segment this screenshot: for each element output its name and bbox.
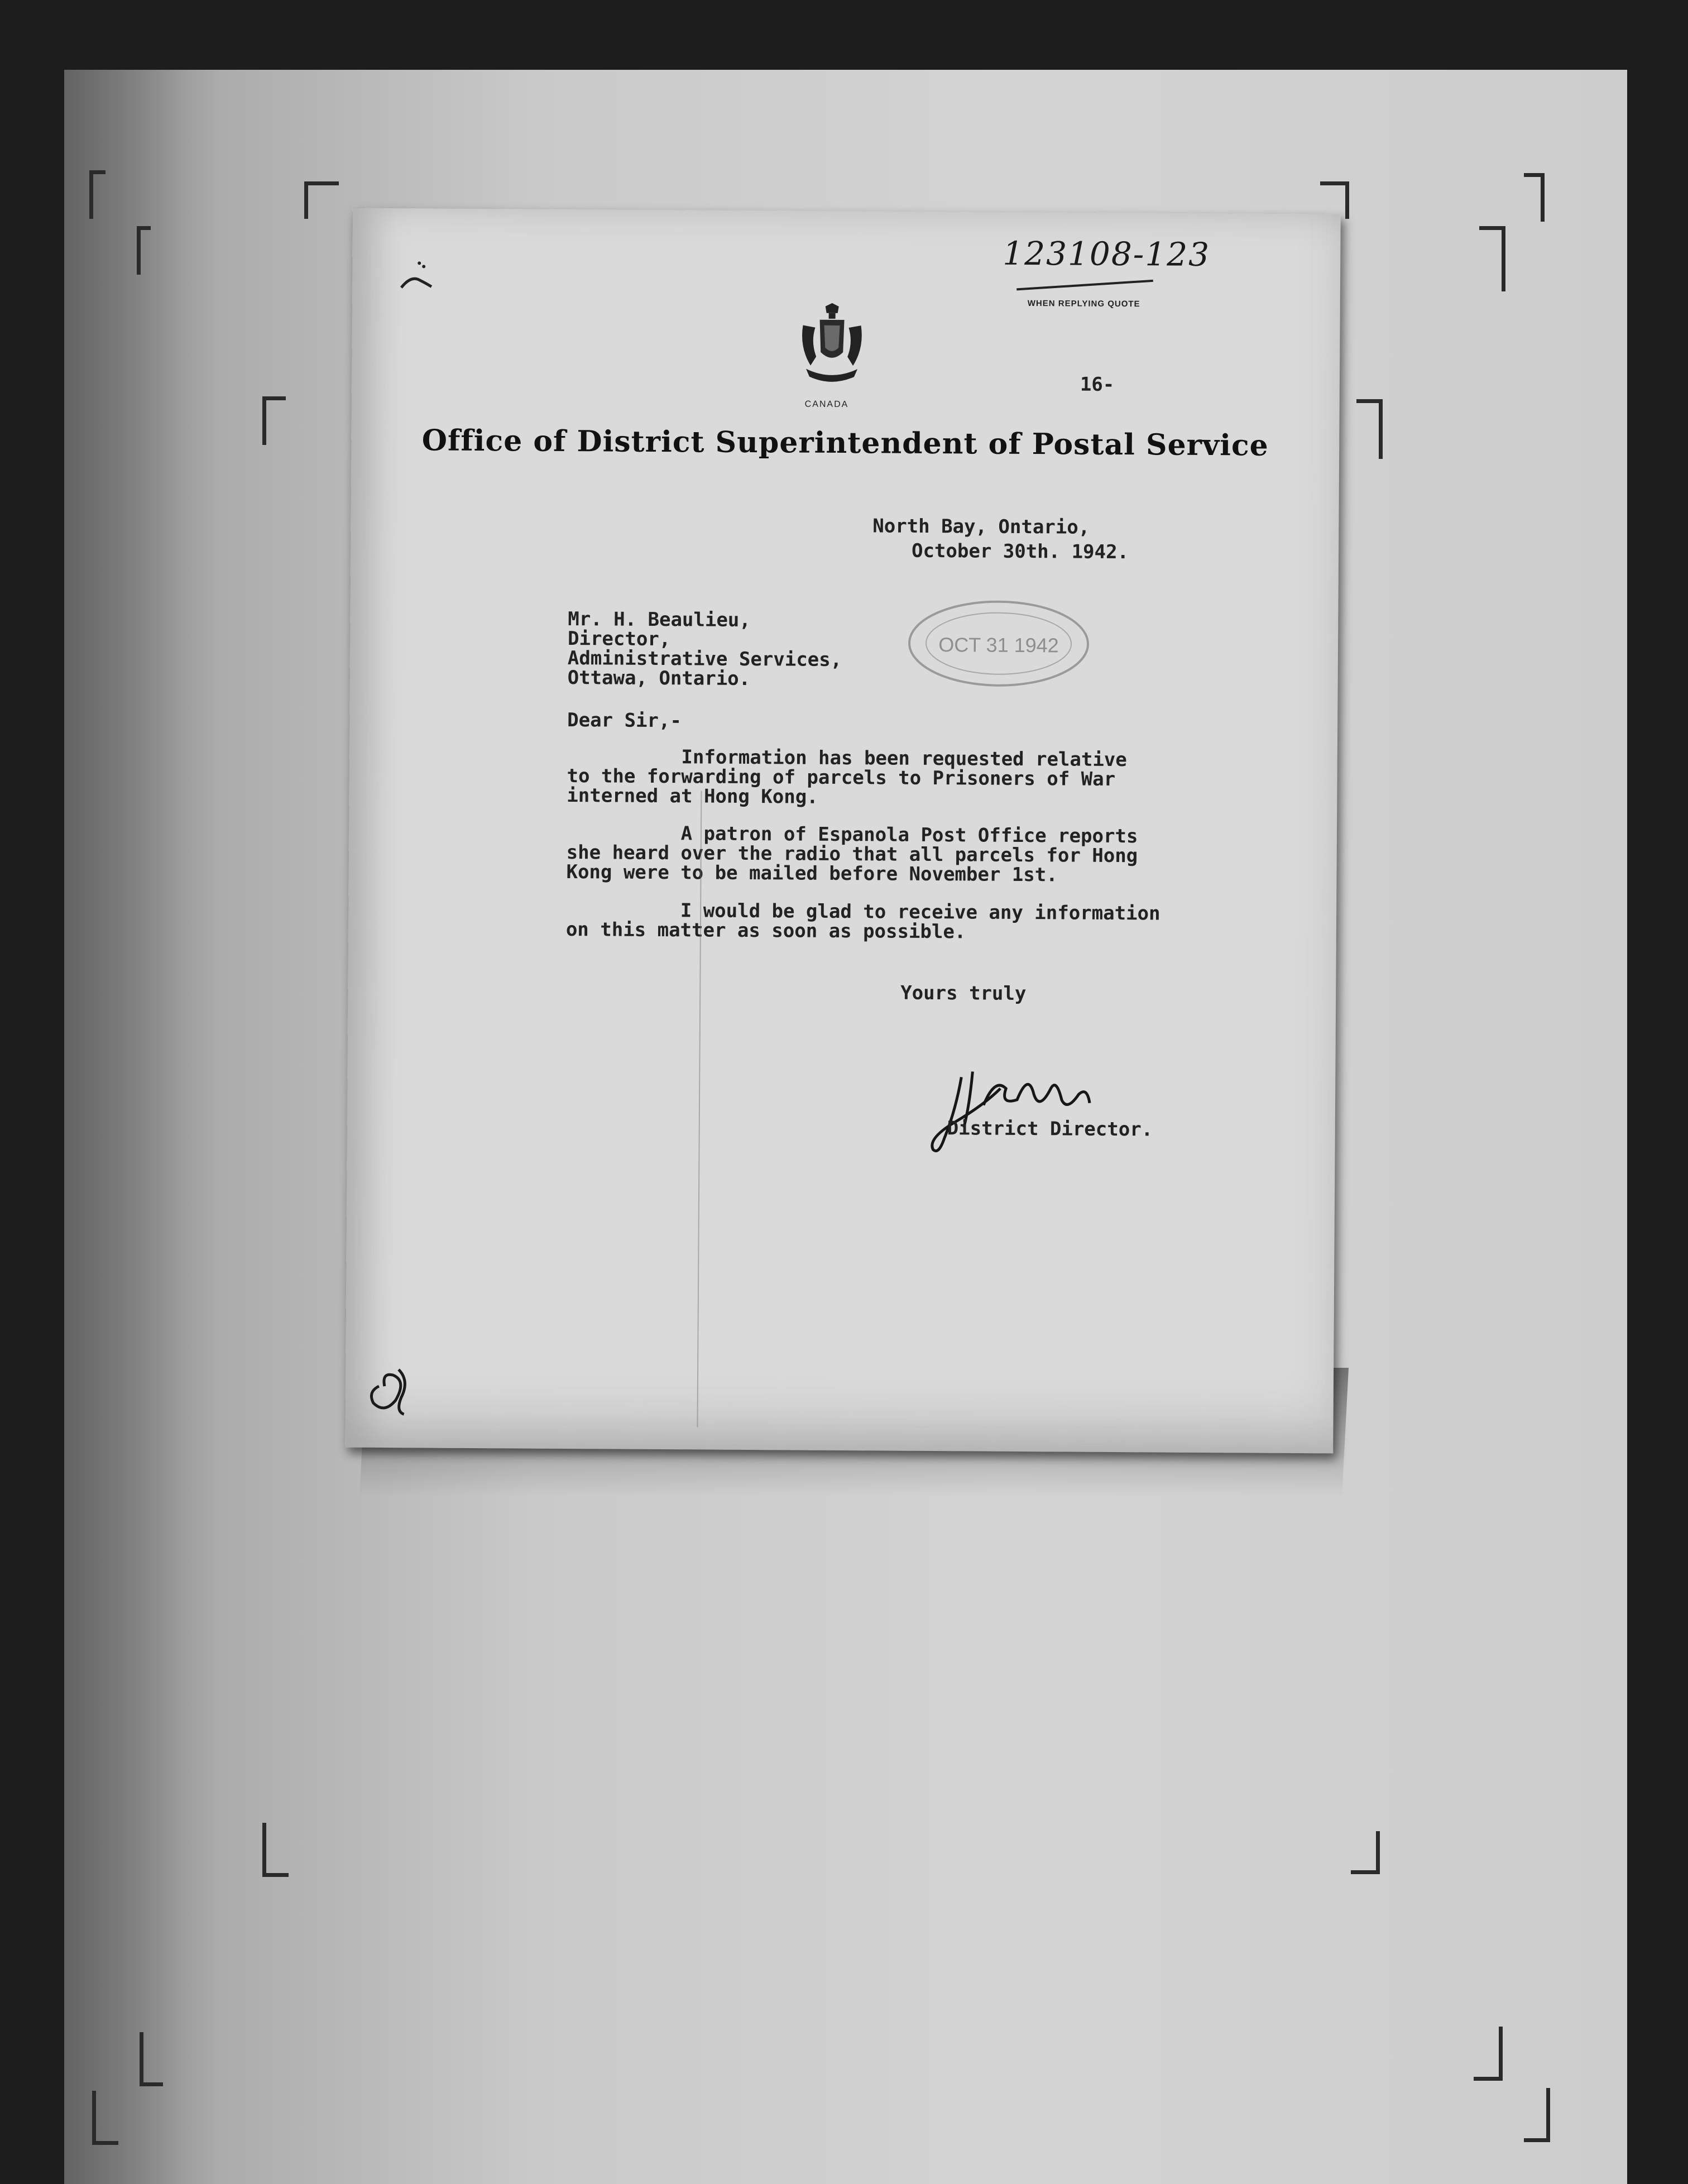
registration-mark bbox=[140, 2032, 163, 2086]
dateline-place: North Bay, Ontario, bbox=[872, 515, 1090, 539]
salutation: Dear Sir,- bbox=[567, 708, 682, 732]
registration-mark bbox=[89, 170, 106, 219]
handwritten-initials bbox=[362, 1358, 424, 1420]
registration-mark bbox=[1351, 1831, 1380, 1874]
fold-crease bbox=[697, 791, 702, 1427]
registration-mark bbox=[1474, 2027, 1503, 2081]
registration-mark bbox=[262, 1823, 289, 1877]
page-number: 16- bbox=[1080, 373, 1115, 396]
body-line: I would be glad to receive any information bbox=[566, 898, 1160, 925]
crest-caption: CANADA bbox=[804, 399, 849, 410]
office-heading: Office of District Superintendent of Postal Service bbox=[421, 423, 1269, 463]
registration-mark bbox=[304, 181, 339, 219]
body-line: Kong were to be mailed before November 1st. bbox=[566, 860, 1058, 887]
stamp-date: OCT 31 1942 bbox=[938, 633, 1059, 657]
received-date-stamp bbox=[904, 596, 1094, 692]
pencil-mark-icon bbox=[397, 258, 436, 292]
registration-mark bbox=[1356, 399, 1383, 459]
recipient-name: Mr. H. Beaulieu, bbox=[568, 607, 751, 631]
registration-mark bbox=[262, 396, 286, 445]
registration-mark bbox=[1524, 2088, 1550, 2142]
body-line: A patron of Espanola Post Office reports bbox=[566, 821, 1138, 848]
registration-mark bbox=[137, 226, 151, 275]
body-line: Information has been requested relative bbox=[567, 745, 1127, 772]
registration-mark bbox=[1320, 181, 1349, 219]
reference-number: 123108-123 bbox=[1003, 234, 1211, 274]
reply-caption: WHEN REPLYING QUOTE bbox=[1027, 299, 1140, 309]
registration-mark bbox=[1524, 173, 1545, 222]
recipient-department: Administrative Services, bbox=[567, 646, 842, 671]
body-line: interned at Hong Kong. bbox=[567, 784, 818, 808]
complimentary-close: Yours truly bbox=[900, 981, 1027, 1005]
signer-title: District Director. bbox=[947, 1117, 1153, 1141]
body-line: on this matter as soon as possible. bbox=[565, 918, 966, 943]
reply-rule bbox=[1016, 280, 1153, 291]
registration-mark bbox=[92, 2091, 118, 2145]
canada-coat-of-arms-icon bbox=[798, 303, 866, 387]
letter-page bbox=[345, 208, 1341, 1454]
body-line: she heard over the radio that all parcels for Hong bbox=[566, 841, 1138, 868]
body-line: to the forwarding of parcels to Prisoners of War bbox=[567, 764, 1116, 791]
recipient-title: Director, bbox=[567, 627, 671, 651]
registration-mark bbox=[1479, 226, 1505, 291]
handwritten-signature bbox=[922, 1055, 1145, 1167]
dateline-date: October 30th. 1942. bbox=[911, 539, 1129, 564]
recipient-city: Ottawa, Ontario. bbox=[567, 666, 751, 690]
